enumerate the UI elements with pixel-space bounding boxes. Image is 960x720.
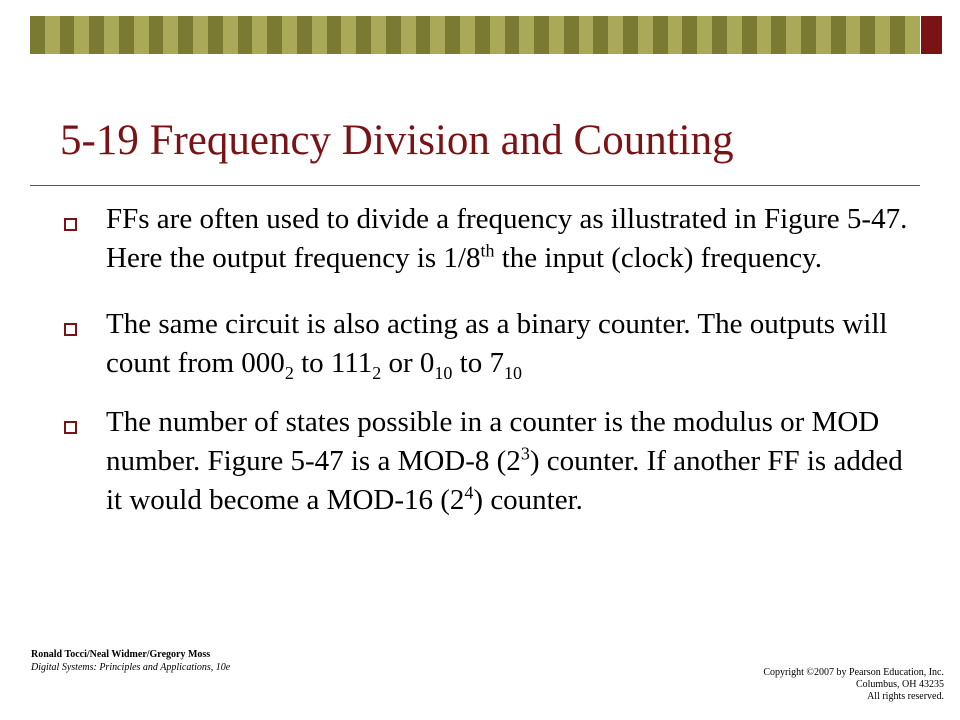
header-stripe [134,16,149,54]
footer-copyright-info [684,667,944,703]
header-stripe [860,16,875,54]
hollow-square-bullet-icon [64,323,77,336]
header-stripe [697,16,712,54]
header-stripe [786,16,801,54]
header-stripe [475,16,490,54]
header-stripe [653,16,668,54]
subscript: 10 [503,362,522,383]
bullet-text [106,305,924,383]
header-stripe [401,16,416,54]
subscript: 2 [284,362,294,383]
header-stripe [371,16,386,54]
header-stripe [327,16,342,54]
header-stripe [757,16,772,54]
header-stripe [297,16,312,54]
header-stripe [490,16,505,54]
bullet-text-part: or 0 [381,347,435,379]
header-stripe [282,16,297,54]
hollow-square-bullet-icon [64,421,77,434]
header-stripe [89,16,104,54]
header-stripe [60,16,75,54]
header-stripe [593,16,608,54]
header-stripe [312,16,327,54]
footer-copyright: Copyright ©2007 by Pearson Education, Inc. [763,667,944,678]
header-stripe [564,16,579,54]
bullet-list [64,200,924,520]
header-stripe [74,16,89,54]
header-stripe [30,16,45,54]
header-stripe [341,16,356,54]
header-stripe [801,16,816,54]
superscript: 3 [520,443,530,464]
bullet-text-part: ) counter. If another FF is added it would become a MOD-16 (2 [106,445,903,516]
header-stripe [519,16,534,54]
title-divider [30,185,920,186]
header-stripe [445,16,460,54]
footer-author-info [31,648,231,674]
bullet-text-part: ) counter. [473,484,583,516]
footer-rights: All rights reserved. [867,691,944,702]
bullet-text-part: The same circuit is also acting as a binary counter. The outputs will count from 000 [106,308,888,379]
header-stripe [875,16,890,54]
header-stripe [223,16,238,54]
subscript: 2 [372,362,382,383]
header-stripe [505,16,520,54]
header-stripe [208,16,223,54]
header-stripe [460,16,475,54]
header-stripe [193,16,208,54]
header-stripe [119,16,134,54]
header-stripe [267,16,282,54]
header-stripe [682,16,697,54]
header-stripe [905,16,920,54]
bullet-item-binary-counter [64,305,924,383]
bullet-text-part: The number of states possible in a counter is the modulus or MOD number. Figure 5-47 is a MOD-8 (2 [106,406,880,477]
header-stripe [252,16,267,54]
bullet-text [106,403,924,520]
header-stripe-bar [30,16,920,54]
header-stripe [742,16,757,54]
header-stripe [238,16,253,54]
slide-title: 5-19 Frequency Division and Counting [60,117,734,164]
header-stripe [549,16,564,54]
header-stripe [712,16,727,54]
header-stripe [771,16,786,54]
header-stripe [104,16,119,54]
header-stripe [816,16,831,54]
header-stripe [727,16,742,54]
footer-city: Columbus, OH 43235 [855,679,944,690]
header-stripe [890,16,905,54]
header-accent-square [921,16,942,54]
header-stripe [45,16,60,54]
header-stripe [430,16,445,54]
footer-authors: Ronald Tocci/Neal Widmer/Gregory Moss [31,649,211,660]
bullet-item-divide-frequency [64,200,924,278]
header-stripe [608,16,623,54]
footer-book-title: Digital Systems: Principles and Applications, 10e [31,662,231,673]
header-stripe [638,16,653,54]
header-stripe [178,16,193,54]
header-stripe [356,16,371,54]
header-stripe [831,16,846,54]
bullet-item-modulus [64,403,924,520]
header-stripe [846,16,861,54]
bullet-text-part: FFs are often used to divide a frequency as illustrated in Figure 5-47. Here the output frequency is 1/8 [106,203,908,274]
header-stripe [149,16,164,54]
bullet-text [106,200,924,278]
superscript: th [480,240,495,261]
subscript: 10 [434,362,453,383]
header-stripe [163,16,178,54]
header-stripe [579,16,594,54]
header-stripe [534,16,549,54]
bullet-text-part: the input (clock) frequency. [494,242,822,274]
header-stripe [416,16,431,54]
bullet-text-part: to 111 [293,347,373,379]
header-stripe [623,16,638,54]
hollow-square-bullet-icon [64,218,77,231]
superscript: 4 [464,482,474,503]
header-stripe [386,16,401,54]
bullet-text-part: to 7 [452,347,504,379]
header-stripe [668,16,683,54]
